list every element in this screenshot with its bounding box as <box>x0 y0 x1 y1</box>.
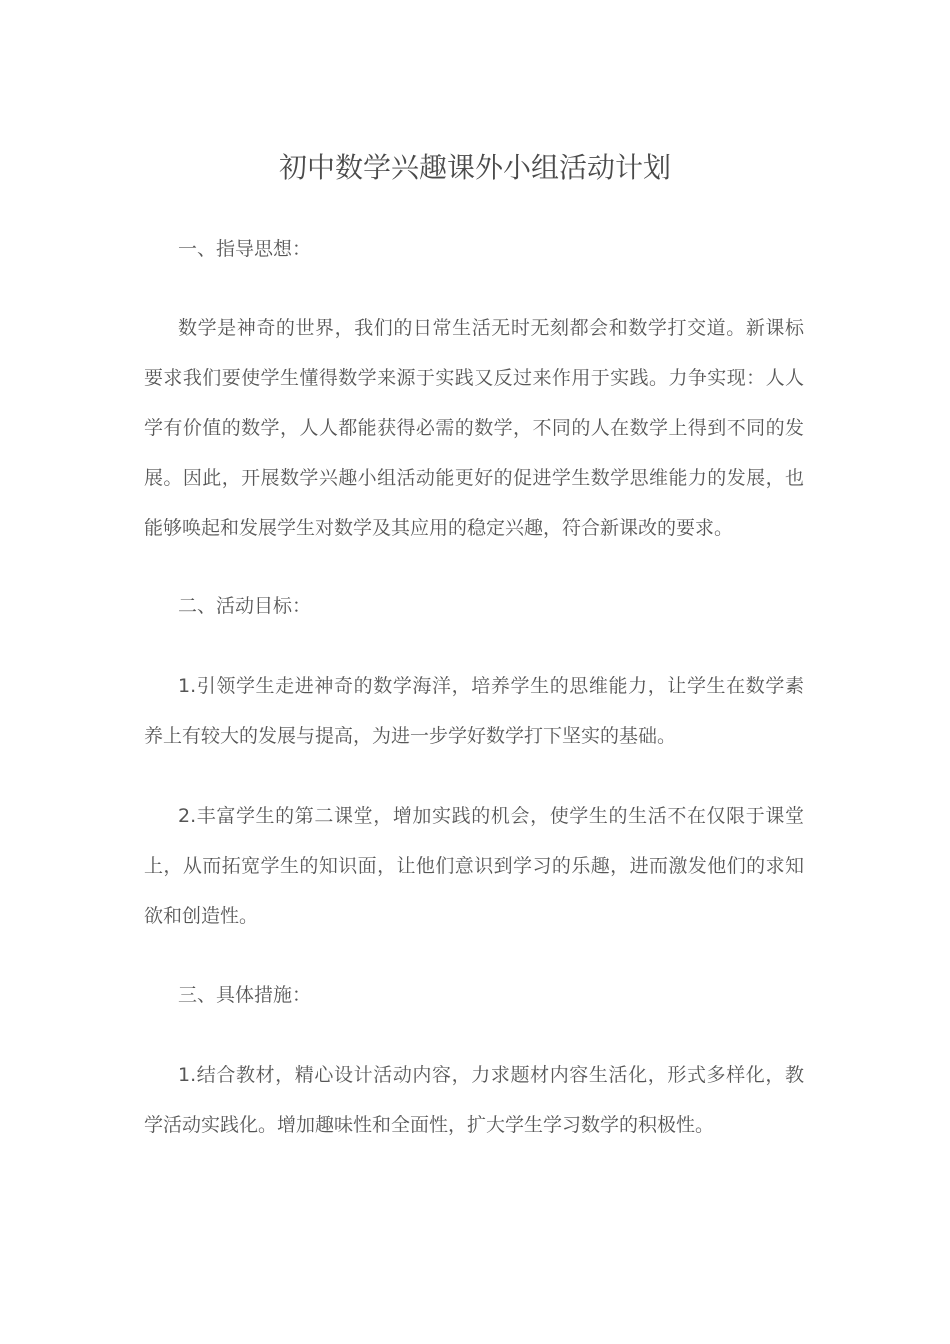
section-heading-guiding-idea: 一、指导思想： <box>178 238 312 260</box>
section-heading-measures: 三、具体措施： <box>178 984 312 1006</box>
document-title: 初中数学兴趣课外小组活动计划 <box>278 151 671 184</box>
paragraph-goal-1: 1.引领学生走进神奇的数学海洋，培养学生的思维能力，让学生在数学素养上有较大的发展与提高，为进一步学好数学打下坚实的基础。 <box>144 675 804 747</box>
paragraph-guiding-idea: 数学是神奇的世界，我们的日常生活无时无刻都会和数学打交道。新课标要求我们要使学生懂得数学来源于实践又反过来作用于实践。力争实现：人人学有价值的数学，人人都能获得必需的数学，不同的人在数学上得到不同的发展。因此，开展数学兴趣小组活动能更好的促进学生数学思维能力的发展，也能够唤起和发展学生对数学及其应用的稳定兴趣，符合新课改的要求。 <box>144 317 804 539</box>
paragraph-measure-1: 1.结合教材，精心设计活动内容，力求题材内容生活化，形式多样化，教学活动实践化。增加趣味性和全面性，扩大学生学习数学的积极性。 <box>144 1064 804 1136</box>
paragraph-goal-2: 2.丰富学生的第二课堂，增加实践的机会，使学生的生活不在仅限于课堂上，从而拓宽学生的知识面，让他们意识到学习的乐趣，进而激发他们的求知欲和创造性。 <box>144 805 804 927</box>
section-heading-activity-goals: 二、活动目标： <box>178 595 312 617</box>
